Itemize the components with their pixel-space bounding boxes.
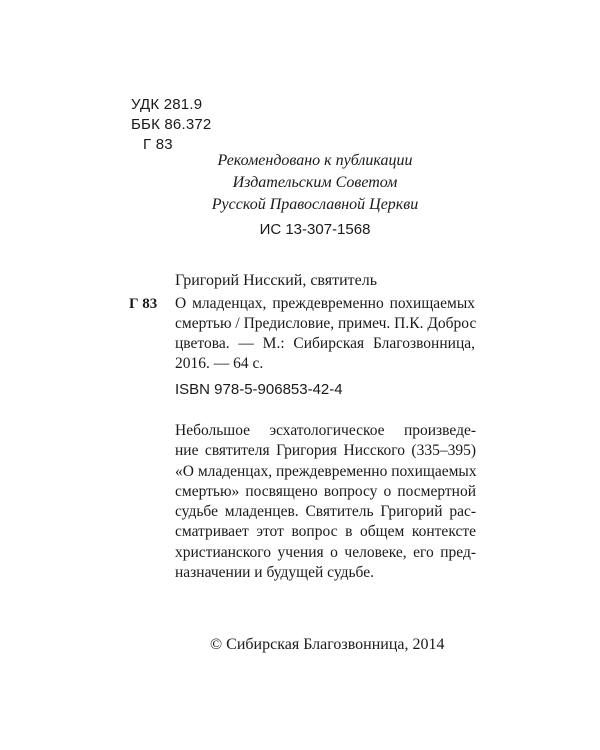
- recommendation-line: Рекомендовано к публикации: [217, 152, 413, 169]
- annotation-line: ние святителя Григория Нисского (335–395): [175, 442, 476, 460]
- annotation-line: смертью» посвящено вопросу о посмертной: [175, 482, 476, 500]
- copyright-notice: © Сибирская Благозвонница, 2014: [210, 636, 445, 653]
- annotation-line: сматривает этот вопрос в общем контексте: [175, 523, 476, 541]
- annotation-line: «О младенцах, преждевременно похищаемых: [175, 462, 477, 480]
- annotation-block: [175, 421, 476, 583]
- biblio-line: цветова. — М.: Сибирская Благозвонница,: [175, 335, 475, 352]
- classification-block: [131, 95, 211, 155]
- annotation-line: Небольшое эсхатологическое произведе-: [175, 422, 476, 439]
- biblio-line: О младенцах, преждевременно похищаемых: [175, 295, 475, 312]
- recommendation-line: Издательским Советом: [232, 174, 398, 191]
- author-mark: Г 83: [143, 136, 173, 153]
- author-heading: Григорий Нисский, святитель: [175, 272, 378, 289]
- publishing-council-code: ИС 13-307-1568: [259, 221, 371, 238]
- biblio-line: 2016. — 64 с.: [175, 355, 264, 372]
- biblio-line: смертью / Предисловие, примеч. П.К. Доброс: [175, 315, 477, 332]
- udk-index: УДК 281.9: [131, 96, 203, 113]
- annotation-line: назначении и будущей судьбе.: [175, 564, 374, 582]
- record-author-mark: Г 83: [129, 296, 158, 312]
- bibliographic-description: [175, 294, 475, 374]
- annotation-line: христианского учения о человеке, его пред-: [175, 543, 476, 561]
- recommendation-line: Русской Православной Церкви: [211, 196, 419, 213]
- annotation-line: судьбе младенцев. Святитель Григорий рас-: [175, 503, 476, 521]
- recommendation-block: [190, 150, 440, 216]
- bbk-index: ББК 86.372: [131, 116, 212, 133]
- isbn: ISBN 978-5-906853-42-4: [175, 381, 343, 398]
